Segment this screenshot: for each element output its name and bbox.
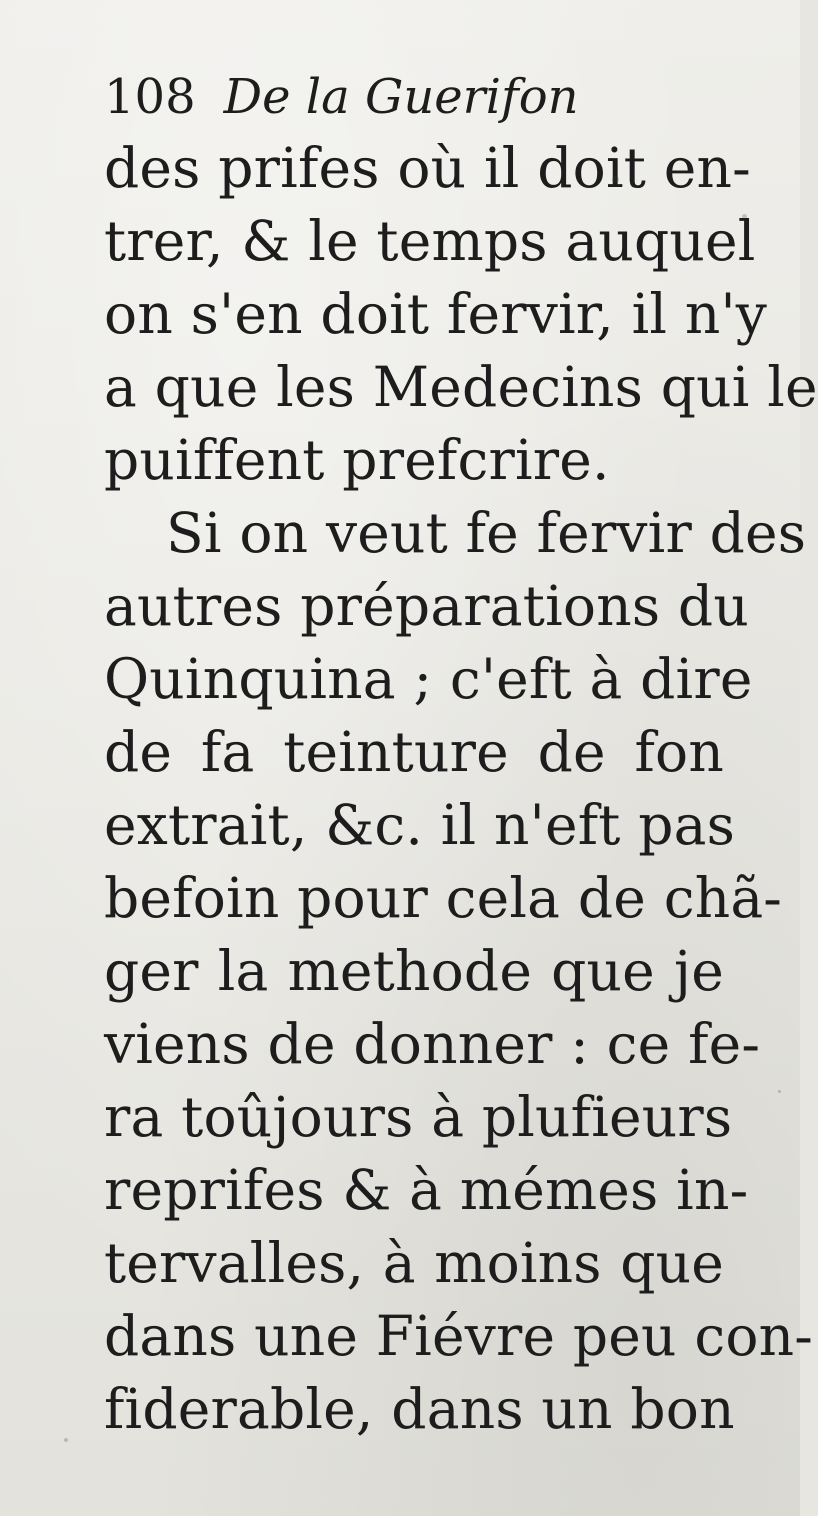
text-line: reprifes & à mémes in-	[104, 1158, 749, 1222]
text-line: viens de donner : ce fe-	[104, 1012, 761, 1076]
text-line: fiderable, dans un bon	[104, 1377, 735, 1441]
text-line: ra toûjours à plufieurs	[104, 1085, 733, 1149]
paragraph-first-line: Si on veut fe fervir des	[166, 501, 807, 565]
text-line: Quinquina ; c'eft à dire	[104, 647, 753, 711]
paper-speck	[778, 1090, 781, 1093]
body-text	[104, 132, 818, 1446]
text-line: befoin pour cela de chã-	[104, 866, 783, 930]
text-line: trer, & le temps auquel	[104, 209, 756, 273]
paper-speck	[64, 1438, 68, 1442]
page-header	[104, 62, 724, 132]
text-line: extrait, &c. il n'eft pas	[104, 793, 736, 857]
text-line: a que les Medecins qui le	[104, 355, 818, 419]
text-line: des prifes où il doit en-	[104, 136, 751, 200]
paper-speck	[612, 176, 619, 183]
text-line: ger la methode que je	[104, 939, 724, 1003]
running-title: De la Guerifon	[223, 69, 579, 125]
text-line: de fa teinture de fon	[104, 720, 724, 784]
text-line: tervalles, à moins que	[104, 1231, 724, 1295]
text-line: dans une Fiévre peu con-	[104, 1304, 814, 1368]
text-line: on s'en doit fervir, il n'y	[104, 282, 768, 346]
text-line: puiffent prefcrire.	[104, 428, 610, 492]
page-number: 108	[104, 69, 196, 125]
paper-speck	[742, 214, 747, 219]
text-line: autres préparations du	[104, 574, 749, 638]
